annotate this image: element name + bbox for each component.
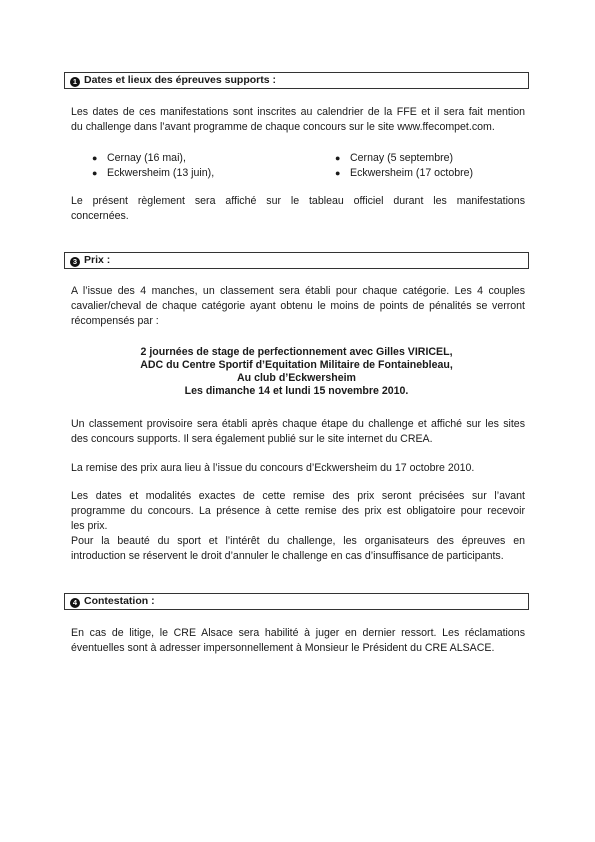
provisional-ranking-paragraph [71, 417, 525, 447]
event-list-item [92, 166, 215, 181]
bullet-icon: ● [92, 168, 98, 178]
prix-intro-paragraph [71, 284, 525, 329]
text-line: concernées. [71, 210, 129, 222]
section-title: Contestation : [84, 595, 155, 607]
text-line: Les dates de ces manifestations sont inscrites au calendrier de la FFE et il sera fait mention [71, 106, 525, 118]
event-list-item [92, 151, 186, 166]
text-line: les prix. [71, 520, 108, 532]
text-line: A l’issue des 4 manches, un classement sera établi pour chaque catégorie. Les 4 couples [71, 285, 525, 297]
display-paragraph [71, 194, 525, 224]
bullet-icon: ● [335, 153, 341, 163]
section-header-contestation [64, 593, 529, 610]
ceremony-paragraph: La remise des prix aura lieu à l’issue du concours d’Eckwersheim du 17 octobre 2010. [71, 462, 475, 474]
event-list-item [335, 166, 474, 181]
section-number-badge: 4 [70, 598, 80, 608]
text-line: programme du concours. La présence à cette remise des prix est obligatoire pour recevoir [71, 505, 525, 517]
text-line: introduction se réservent le droit d’annuler le challenge en cas d’insuffisance de participants. [71, 550, 504, 562]
dates-intro-paragraph [71, 105, 525, 135]
event-list-item [335, 151, 454, 166]
award-line: 2 journées de stage de perfectionnement avec Gilles VIRICEL, [140, 346, 453, 358]
bullet-icon: ● [92, 153, 98, 163]
bullet-icon: ● [335, 168, 341, 178]
section-number-badge: 1 [70, 77, 80, 87]
text-line: éventuelles sont à adresser impersonnellement à Monsieur le Président du CRE ALSACE. [71, 642, 495, 654]
award-line: Les dimanche 14 et lundi 15 novembre 2010. [184, 385, 409, 397]
section-title: Prix : [84, 254, 111, 266]
text-line: Le présent règlement sera affiché sur le tableau officiel durant les manifestations [71, 195, 525, 207]
event-label: Cernay (16 mai), [107, 152, 186, 164]
event-label: Eckwersheim (17 octobre) [350, 167, 474, 179]
contestation-paragraph [71, 626, 525, 656]
text-line: récompensés par : [71, 315, 159, 327]
section-header-dates [64, 72, 529, 89]
text-line: du challenge dans l’avant programme de chaque concours sur le site www.ffecompet.com. [71, 121, 495, 133]
text-line: Les dates et modalités exactes de cette remise des prix seront précisées sur l’avant [71, 490, 525, 502]
award-block [64, 346, 529, 398]
text-line: Un classement provisoire sera établi après chaque étape du challenge et affiché sur les sites [71, 418, 525, 430]
text-line: Pour la beauté du sport et l’intérêt du challenge, les organisateurs des épreuves en [71, 535, 525, 547]
section-number-badge: 3 [70, 257, 80, 267]
text-line: des concours supports. Il sera également publié sur le site internet du CREA. [71, 433, 433, 445]
section-title: Dates et lieux des épreuves supports : [84, 74, 276, 86]
text-line: cavalier/cheval de chaque catégorie ayant obtenu le moins de points de pénalités se verront [71, 300, 525, 312]
text-line: En cas de litige, le CRE Alsace sera habilité à juger en dernier ressort. Les réclamations [71, 627, 525, 639]
section-header-prix [64, 252, 529, 269]
details-paragraph [71, 489, 525, 564]
award-line: Au club d’Eckwersheim [237, 372, 356, 384]
event-label: Eckwersheim (13 juin), [107, 167, 215, 179]
award-line: ADC du Centre Sportif d’Equitation Militaire de Fontainebleau, [140, 359, 453, 371]
event-label: Cernay (5 septembre) [350, 152, 454, 164]
